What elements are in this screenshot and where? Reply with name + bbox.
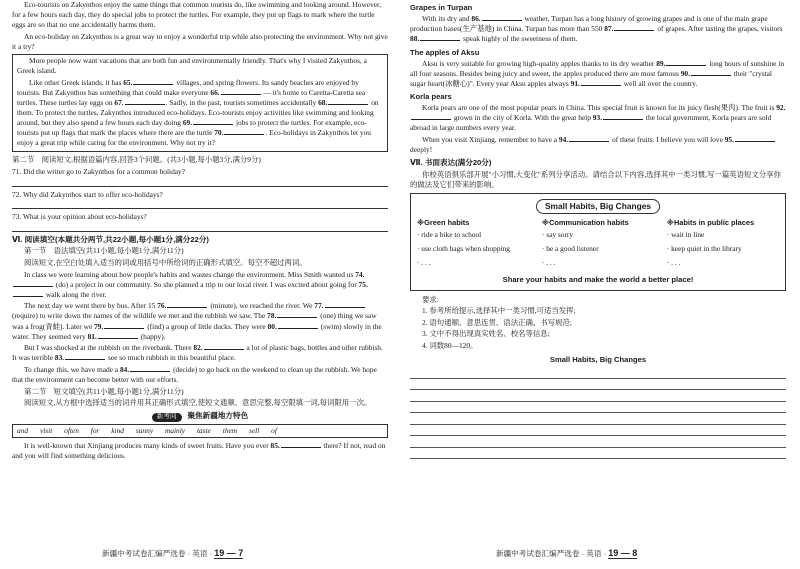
page-number: 19 — 8 (608, 547, 638, 558)
right-footer: 新疆中考试卷汇编严选卷 · 英语 · 19 — 8 (496, 547, 638, 558)
word-bank-item: of (271, 426, 277, 436)
habit-item: · . . . (666, 258, 681, 268)
word-bank (12, 424, 388, 438)
word-bank-item: sunny (135, 426, 154, 436)
requirements-label: 要求: (422, 294, 439, 304)
grammar-paragraph-4: To change this, we have made a 84. (decide) to go back on the weekend to clean up the rubbish. We hope that the environment can become better with our efforts. (12, 364, 377, 384)
part-6-heading: Ⅵ. 阅读填空(本题共分两节,共22小题,每小题1分,满分22分) (12, 234, 209, 244)
turpan-paragraph: With its dry and 86. weather, Turpan has a long history of growing grapes and is one of the main grape production bases(生产基地) in China. Turpan has more than 550 87. of grapes. After tasting the grapes, visitors 88. speak highly of the sweetness of them. (410, 14, 783, 44)
blank-86[interactable] (482, 14, 522, 21)
feature-title: 聚焦新疆地方特色 (187, 411, 249, 421)
blank-70[interactable] (224, 128, 264, 135)
habit-column-communication: ※Communication habits · say sorry · be a good listener · . . . (542, 218, 654, 272)
blank-89[interactable] (666, 59, 706, 66)
blank-90[interactable] (691, 69, 731, 76)
requirements (422, 295, 786, 351)
passage-box (12, 54, 388, 152)
writing-area[interactable] (410, 367, 786, 459)
word-bank-item: mainly (164, 426, 186, 436)
habit-item: · say sorry (541, 230, 574, 240)
answer-line-72[interactable] (12, 201, 388, 209)
section-2b-instructions: 阅读短文,从方框中选择适当的词并用其正确形式填空,使短文通顺、意思完整,每空限填一词,每词限用一次。 (24, 398, 372, 408)
requirement-item: 3. 文中不得出现真实姓名、校名等信息; (422, 329, 550, 339)
blank-67[interactable] (125, 98, 165, 105)
left-footer: 新疆中考试卷汇编严选卷 · 英语 · 19 — 7 (102, 547, 244, 558)
requirement-item: 4. 词数80—120。 (422, 340, 478, 350)
title-turpan: Grapes in Turpan (410, 3, 473, 12)
habit-item: · . . . (417, 258, 431, 268)
share-slogan: Share your habits and make the world a better place! (502, 275, 694, 285)
word-bank-item: them (222, 426, 238, 436)
habit-column-public: ※Habits in public places · wait in line · keep quiet in the library · . . . (667, 218, 779, 272)
habit-item: · keep quiet in the library (666, 244, 742, 254)
habit-item: · be a good listener (541, 244, 599, 254)
section-1-heading: 第一节 语法填空(共11小题,每小题1分,满分11分) (24, 246, 184, 256)
word-bank-item: sell (249, 426, 260, 436)
title-aksu: The apples of Aksu (410, 47, 480, 57)
part-7-heading: Ⅶ. 书面表达(满分20分) (410, 158, 492, 168)
blank-95[interactable] (735, 135, 775, 142)
question-73: 73. What is your opinion about eco-holidays? (12, 212, 147, 222)
section-2-questions (12, 155, 388, 232)
blank-78[interactable] (277, 311, 317, 318)
blank-87[interactable] (614, 24, 654, 31)
blank-82[interactable] (204, 343, 244, 350)
blank-83[interactable] (65, 353, 105, 360)
writing-title: Small Habits, Big Changes (549, 354, 647, 364)
answer-line-73[interactable] (12, 224, 388, 232)
habit-item: · use cloth bags when shopping (417, 244, 510, 254)
word-bank-item: and (17, 426, 29, 436)
feature-tag (12, 411, 388, 422)
word-bank-item: kind (111, 426, 124, 436)
blank-85[interactable] (281, 441, 321, 448)
page-number: 19 — 7 (214, 547, 244, 558)
habits-box-title: Small Habits, Big Changes (417, 199, 779, 214)
blank-65[interactable] (133, 78, 173, 85)
blank-66[interactable] (221, 88, 261, 95)
korla-paragraph: Korla pears are one of the most popular pears in China. This special fruit is known for its juicy flesh(果肉). The fruit is 92. grown in the city of Korla. With the great help 93. the local government, Korla pears are sold abroad in large numbers every year. (410, 103, 786, 133)
box-paragraph-2: Like other Greek islands, it has 65. villages, and spring flowers. Its sandy beaches are enjoyed by tourists. But Zakynthos has something that could make everyone 66. — it's home to Caretta-Caretta sea turtles. These turtles lay eggs on 67. . Sadly, in the past, tourists sometimes accidentally 68. on them. To protect the turtles, Zakynthos introduced eco-holidays. Eco-tourists enjoy activities like swimming and looking around, but they also spend a few hours each day doing 69. jobs to protect the turtles. For example, eco-tourists put up flags that mark the places where there are the turtle 70. . Eco-holidays in Zakynthos let you enjoy a great trip while caring for the environment. Why not try it? (17, 77, 379, 148)
blank-84[interactable] (130, 365, 170, 372)
blank-74[interactable] (13, 280, 53, 287)
blank-75[interactable] (13, 290, 43, 297)
word-bank-item: often (64, 426, 79, 436)
blank-94[interactable] (569, 135, 609, 142)
blank-81[interactable] (98, 332, 138, 339)
question-71: 71. Did the writer go to Zakynthos for a common holiday? (12, 167, 186, 176)
new-trend-badge: 新考向 (152, 413, 182, 422)
requirement-item: 2. 语句通顺、意思连贯、语法正确、书写规范; (422, 317, 572, 327)
blank-92[interactable] (411, 113, 451, 120)
question-72: 72. Why did Zakynthos start to offer eco-holidays? (12, 189, 163, 199)
section-2b-heading: 第二节 短文填空(共11小题,每小题1分,满分11分) (24, 386, 184, 396)
fruit-intro-paragraph: It is well-known that Xinjiang produces many kinds of sweet fruits. Have you ever 85. there? If not, read on and you will find something delicious. (12, 441, 386, 461)
habits-box (410, 193, 786, 291)
word-bank-item: visit (39, 426, 53, 436)
aksu-paragraph: Aksu is very suitable for growing high-quality apples thanks to its dry weather 89. long hours of sunshine in all four seasons. Besides being juicy and sweet, the apples produced there are most famous 90. their "crystal sugar heart(冰糖心)". Every year Aksu apples always 91. well all over the country. (410, 58, 785, 88)
blank-77[interactable] (325, 301, 365, 308)
requirement-item: 1. 参考所给提示,选择其中一类习惯,可适当发挥; (422, 306, 576, 316)
habit-item: · . . . (541, 258, 556, 268)
right-page (410, 0, 786, 569)
habit-item: · wait in line (666, 230, 705, 240)
blank-88[interactable] (420, 34, 460, 41)
grammar-paragraph-3: But I was shocked at the rubbish on the riverbank. There 82. a lot of plastic bags, bottles and other rubbish. It was terrible 83. see so much rubbish in this beautiful place. (12, 343, 383, 363)
blank-79[interactable] (104, 322, 144, 329)
box-paragraph-1: More people now want vacations that are both fun and environmentally friendly. That's why I visited Zakynthos, a Greek island. (17, 56, 367, 76)
intro-paragraph-1: Eco-tourists on Zakynthos enjoy the same things that common tourists do, like swimming and looking around. However, for a few hours each day, they do special jobs to protect the turtles. For example, they put up flags to mark where the turtle eggs are so that no one accidentally harms them. (12, 0, 382, 30)
grammar-paragraph-2: The next day we went there by bus. After 15 76. (minute), we reached the river. We 77. (require) to write down the names of the wildlife we met and the rubbish we saw. The 78. (one) thing we saw was a frog(青蛙). Later we 79. (find) a group of little ducks. They were 80. (swim) slowly in the water. They seemed very 81. (happy). (12, 301, 382, 341)
habit-column-green: ※Green habits · ride a bike to school · use cloth bags when shopping · . . . (417, 218, 529, 272)
grammar-paragraph-1: In class we were learning about how people's habits and wastes change the environment. Miss Smith wanted us 74. (do) a project in our community. So she planned a trip to our local river. I was excited about going for 75. walk along the river. (12, 270, 388, 300)
closing-paragraph: When you visit Xinjiang, remember to have a 94. of these fruits. I believe you will love 95. deeply! (410, 135, 786, 155)
blank-93[interactable] (603, 113, 643, 120)
intro-paragraph-2: An eco-holiday on Zakynthos is a great way to enjoy a wonderful trip while also protecting the environment. Why not give it a try? (12, 31, 388, 51)
blank-80[interactable] (278, 322, 318, 329)
word-bank-item: taste (196, 426, 211, 436)
left-page (12, 0, 388, 569)
section-1-instructions: 阅读短文,在空白处填入适当的词或用括号中所给词的正确形式填空。每空不超过两词。 (24, 257, 307, 267)
blank-91[interactable] (581, 79, 621, 86)
word-bank-item: for (90, 426, 100, 436)
habit-item: · ride a bike to school (417, 230, 482, 240)
blank-68[interactable] (328, 98, 368, 105)
title-korla: Korla pears (410, 92, 452, 101)
blank-76[interactable] (167, 301, 207, 308)
blank-69[interactable] (193, 118, 233, 125)
section-2-heading: 第二节 阅读短文,根据语篇内容,回答3个问题。(共3小题,每小题3分,满分9分) (12, 155, 261, 165)
writing-task: 你校英语俱乐部开展"小习惯,大变化"系列分享活动。请结合以下内容,选择其中一类习惯,写一篇英语短文分享你的做法及它们带来的影响。 (410, 169, 781, 189)
answer-line-71[interactable] (12, 179, 388, 187)
